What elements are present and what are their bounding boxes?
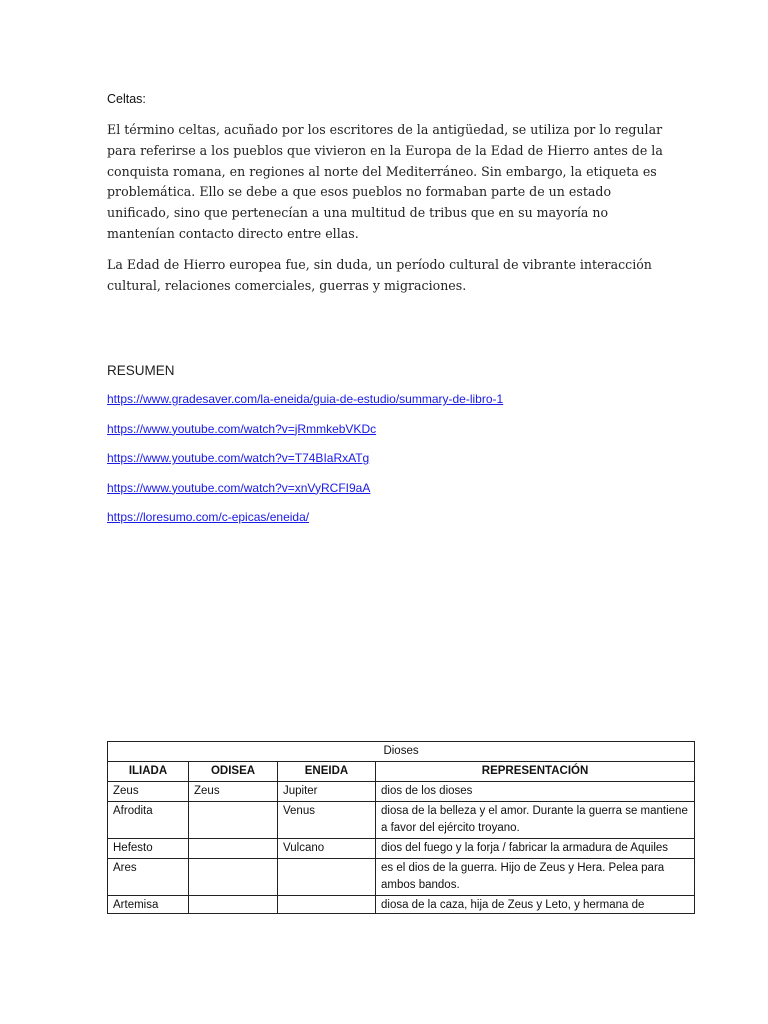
header-odisea: ODISEA xyxy=(189,762,278,782)
link-youtube-2[interactable]: https://www.youtube.com/watch?v=T74BIaRxATg xyxy=(107,451,370,465)
table-header-row xyxy=(108,762,695,782)
cell-text xyxy=(283,897,370,912)
list-item xyxy=(107,392,503,422)
cell-eneida: Vulcano xyxy=(278,839,376,859)
cell-eneida xyxy=(278,896,376,914)
celtas-heading: Celtas: xyxy=(107,92,146,106)
header-representacion: REPRESENTACIÓN xyxy=(376,762,695,782)
cell-odisea xyxy=(189,859,278,896)
link-gradesaver[interactable]: https://www.gradesaver.com/la-eneida/guia-de-estudio/summary-de-libro-1 xyxy=(107,392,504,406)
header-eneida: ENEIDA xyxy=(278,762,376,782)
cell-eneida: Venus xyxy=(278,802,376,839)
cell-representacion xyxy=(376,896,695,914)
link-youtube-1[interactable]: https://www.youtube.com/watch?v=jRmmkebVKDc xyxy=(107,421,377,436)
table-row xyxy=(108,839,695,859)
celtas-paragraph-1: El término celtas, acuñado por los escritores de la antigüedad, se utiliza por lo regular para referirse a los pueblos que vivieron en la Europa de la Edad de Hierro antes de la conquista romana, en regiones al norte del Mediterráneo. Sin embargo, la etiqueta es problemática. Ello se debe a que esos pueblos no formaban parte de un estado unificado, sino que pertenecían a una multitud de tribus que en su mayoría no mantenían contacto directo entre ellas. xyxy=(107,122,663,241)
resumen-heading: RESUMEN xyxy=(107,363,175,378)
header-iliada: ILIADA xyxy=(108,762,189,782)
cell-iliada: Afrodita xyxy=(108,802,189,839)
cell-odisea xyxy=(189,802,278,839)
link-youtube-3[interactable]: https://www.youtube.com/watch?v=xnVyRCFI9aA xyxy=(107,480,371,495)
dioses-table xyxy=(107,741,695,914)
list-item xyxy=(107,510,503,540)
cell-representacion: es el dios de la guerra. Hijo de Zeus y Hera. Pelea para ambos bandos. xyxy=(376,859,695,896)
cell-odisea: Zeus xyxy=(189,782,278,802)
cell-representacion: dios de los dioses xyxy=(376,782,695,802)
cell-eneida: Jupiter xyxy=(278,782,376,802)
table-row xyxy=(108,896,695,914)
cell-iliada xyxy=(108,896,189,914)
cell-representacion: dios del fuego y la forja / fabricar la armadura de Aquiles xyxy=(376,839,695,859)
cell-iliada: Hefesto xyxy=(108,839,189,859)
cell-iliada: Ares xyxy=(108,859,189,896)
celtas-paragraph-2: La Edad de Hierro europea fue, sin duda, un período cultural de vibrante interacción cultural, relaciones comerciales, guerras y migraciones. xyxy=(107,257,652,293)
cell-text: diosa de la caza, hija de Zeus y Leto, y hermana de xyxy=(381,899,645,911)
table-row xyxy=(108,782,695,802)
table-title: Dioses xyxy=(108,742,695,762)
list-item xyxy=(107,422,503,452)
table-title-row xyxy=(108,742,695,762)
link-loresumo[interactable]: https://loresumo.com/c-epicas/eneida/ xyxy=(107,510,310,524)
list-item xyxy=(107,451,503,481)
cell-eneida xyxy=(278,859,376,896)
cell-text xyxy=(194,897,272,912)
cell-representacion: diosa de la belleza y el amor. Durante la guerra se mantiene a favor del ejército troyano. xyxy=(376,802,695,839)
list-item xyxy=(107,481,503,511)
table-row xyxy=(108,859,695,896)
cell-iliada: Zeus xyxy=(108,782,189,802)
cell-odisea xyxy=(189,839,278,859)
resumen-link-list xyxy=(107,392,503,540)
cell-text: Artemisa xyxy=(113,899,159,911)
cell-odisea xyxy=(189,896,278,914)
table-row xyxy=(108,802,695,839)
